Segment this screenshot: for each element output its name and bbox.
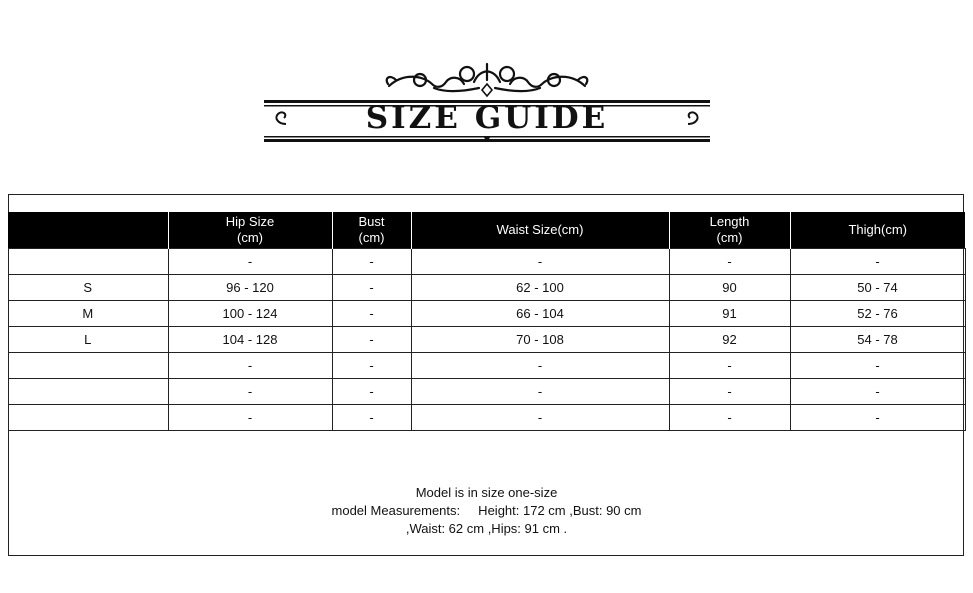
- length-cell: 91: [669, 301, 790, 327]
- hip-cell: -: [168, 353, 332, 379]
- length-cell: -: [669, 405, 790, 431]
- bust-cell: -: [332, 405, 411, 431]
- column-header-length: Length (cm): [669, 212, 790, 249]
- banner-title: SIZE GUIDE: [365, 100, 609, 136]
- size-chart-table: [8, 212, 966, 431]
- thigh-cell: -: [790, 353, 965, 379]
- waist-cell: -: [411, 249, 669, 275]
- hip-cell: -: [168, 405, 332, 431]
- waist-cell: -: [411, 379, 669, 405]
- length-cell: -: [669, 353, 790, 379]
- hip-cell: 104 - 128: [168, 327, 332, 353]
- table-row: [8, 405, 965, 431]
- column-header-thigh: Thigh(cm): [790, 212, 965, 249]
- waist-cell: 66 - 104: [411, 301, 669, 327]
- model-measurements-note: [8, 484, 965, 538]
- table-header-row: [8, 212, 965, 249]
- model-measurements-line: model Measurements: Height: 172 cm ,Bust: 90 cm: [331, 503, 642, 518]
- table-row: [8, 249, 965, 275]
- thigh-cell: 54 - 78: [790, 327, 965, 353]
- thigh-cell: -: [790, 379, 965, 405]
- column-header-size: [8, 212, 168, 249]
- length-cell: -: [669, 249, 790, 275]
- waist-cell: -: [411, 405, 669, 431]
- size-cell: [8, 405, 168, 431]
- size-cell: M: [8, 301, 168, 327]
- bust-cell: -: [332, 249, 411, 275]
- length-cell: 90: [669, 275, 790, 301]
- length-cell: -: [669, 379, 790, 405]
- thigh-cell: 50 - 74: [790, 275, 965, 301]
- column-header-waist: Waist Size(cm): [411, 212, 669, 249]
- hip-cell: -: [168, 249, 332, 275]
- waist-cell: 62 - 100: [411, 275, 669, 301]
- bust-cell: -: [332, 379, 411, 405]
- thigh-cell: -: [790, 405, 965, 431]
- table-row: [8, 275, 965, 301]
- thigh-cell: -: [790, 249, 965, 275]
- waist-cell: 70 - 108: [411, 327, 669, 353]
- column-header-bust: Bust (cm): [332, 212, 411, 249]
- column-header-hip: Hip Size (cm): [168, 212, 332, 249]
- table-row: [8, 353, 965, 379]
- table-row: [8, 301, 965, 327]
- size-cell: [8, 379, 168, 405]
- size-cell: [8, 249, 168, 275]
- size-guide-banner: [264, 58, 710, 148]
- hip-cell: -: [168, 379, 332, 405]
- bust-cell: -: [332, 301, 411, 327]
- length-cell: 92: [669, 327, 790, 353]
- bust-cell: -: [332, 353, 411, 379]
- size-cell: S: [8, 275, 168, 301]
- hip-cell: 100 - 124: [168, 301, 332, 327]
- bust-cell: -: [332, 327, 411, 353]
- waist-cell: -: [411, 353, 669, 379]
- table-row: [8, 327, 965, 353]
- model-waist-hips-line: ,Waist: 62 cm ,Hips: 91 cm .: [405, 521, 568, 536]
- hip-cell: 96 - 120: [168, 275, 332, 301]
- size-cell: L: [8, 327, 168, 353]
- bust-cell: -: [332, 275, 411, 301]
- model-size-line: Model is in size one-size: [415, 485, 558, 500]
- size-cell: [8, 353, 168, 379]
- thigh-cell: 52 - 76: [790, 301, 965, 327]
- table-row: [8, 379, 965, 405]
